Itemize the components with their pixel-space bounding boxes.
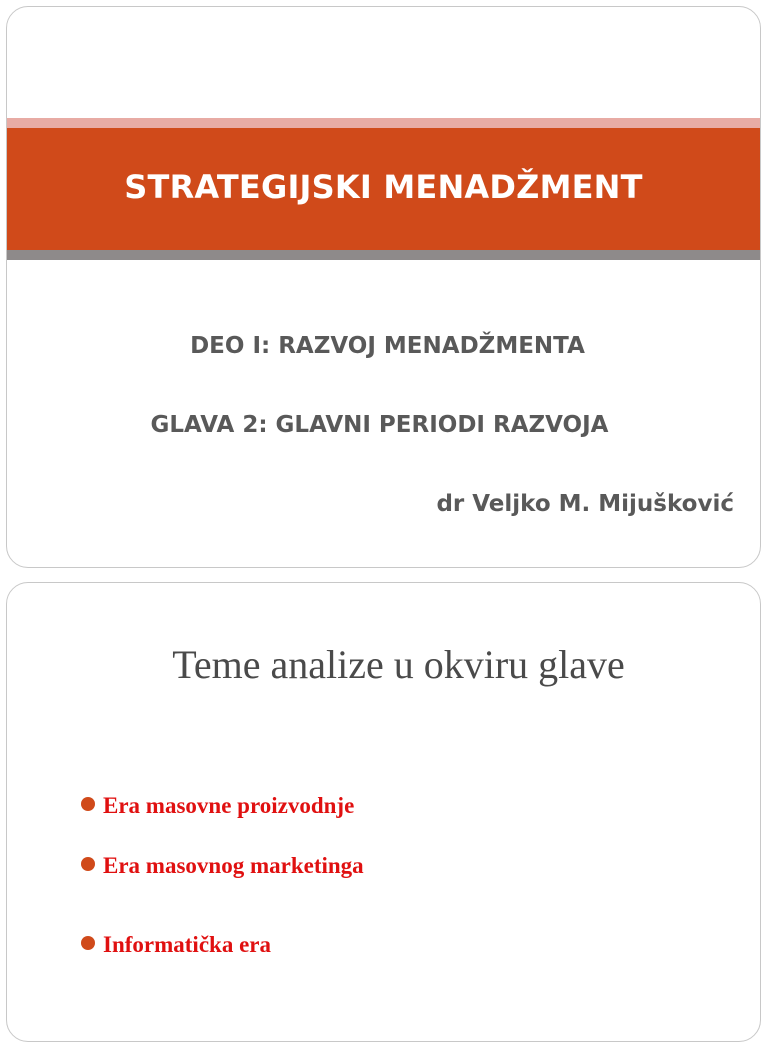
chapter-subtitle: GLAVA 2: GLAVNI PERIODI RAZVOJA xyxy=(150,412,609,438)
title-band-bottom-stripe xyxy=(7,250,760,260)
topics-slide xyxy=(6,582,761,1042)
title-band-top-stripe xyxy=(7,118,760,128)
title-slide xyxy=(6,6,761,568)
presentation-title: STRATEGIJSKI MENADŽMENT xyxy=(124,168,643,206)
bullet-icon xyxy=(81,857,95,871)
list-item xyxy=(81,905,364,984)
list-item-text: Informatička era xyxy=(103,931,271,957)
topic-list xyxy=(81,785,364,984)
list-item xyxy=(81,785,364,826)
bullet-icon xyxy=(81,936,95,950)
bullet-icon xyxy=(81,797,95,811)
list-item xyxy=(81,826,364,905)
list-item-text: Era masovnog marketinga xyxy=(103,852,364,878)
title-band xyxy=(7,128,760,250)
author-name: dr Veljko M. Mijušković xyxy=(436,491,734,517)
slide-heading: Teme analize u okviru glave xyxy=(172,642,625,687)
list-item-text: Era masovne proizvodnje xyxy=(103,792,355,818)
part-subtitle: DEO I: RAZVOJ MENADŽMENTA xyxy=(190,333,585,359)
